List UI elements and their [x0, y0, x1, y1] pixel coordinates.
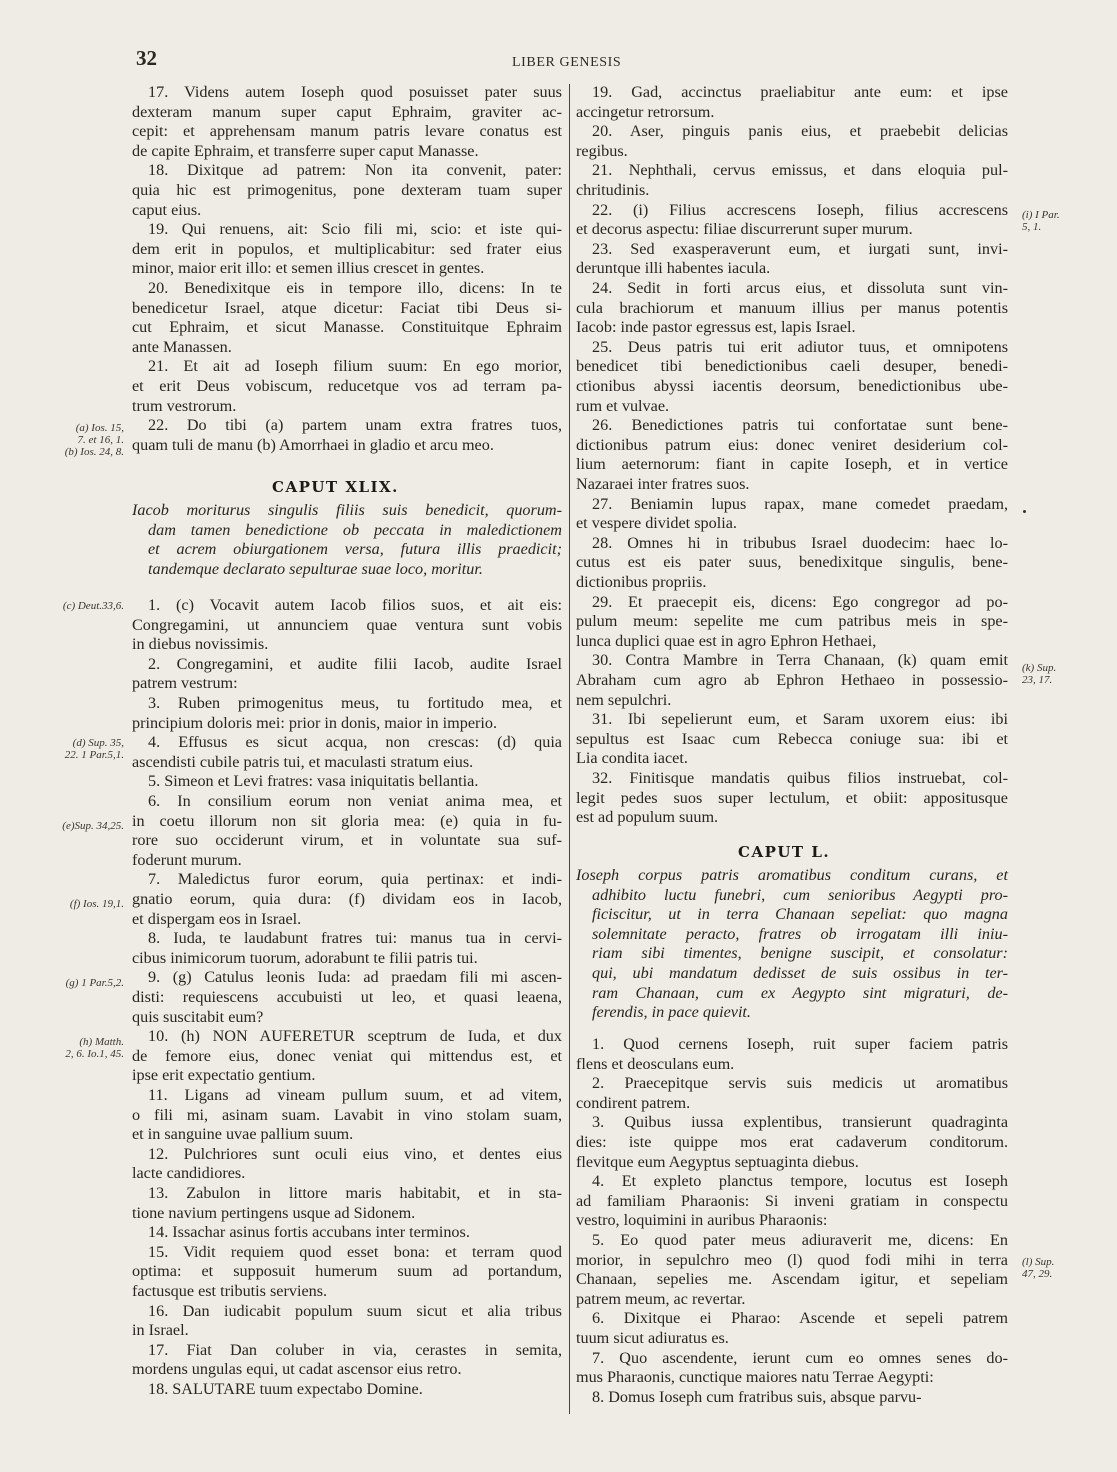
chapter-summary-line: et acrem obiurgationem versa, futura illis praedicit; [148, 540, 562, 559]
chapter-summary-line: riam sibi timentes, benigne suscipit, et consolatur: [592, 944, 1008, 963]
margin-note: 22. 1 Par.5,1. [64, 749, 124, 761]
verse-line: 7. Maledictus furor eorum, quia pertinax: et indi- [148, 870, 562, 889]
verse-line: et vespere dividet spolia. [576, 514, 737, 533]
margin-note: 2, 6. Io.1, 45. [65, 1048, 124, 1060]
verse-line: principium doloris mei: prior in donis, maior in imperio. [132, 713, 498, 732]
verse-line: 7. Quo ascendente, ierunt cum eo omnes senes do- [592, 1348, 1008, 1367]
verse-line: 30. Contra Mambre in Terra Chanaan, (k) quam emit [592, 651, 1008, 670]
verse-line: Abraham cum agro ab Ephron Hethaeo in possessio- [576, 671, 1008, 689]
verse-line: Lia condita iacet. [576, 749, 688, 768]
verse-line: de femore eius, donec veniat qui mittendus est, et [132, 1046, 562, 1065]
verse-line: 27. Beniamin lupus rapax, mane comedet praedam, [592, 494, 1008, 513]
verse-line: 28. Omnes hi in tribubus Israel duodecim: haec lo- [592, 533, 1008, 552]
verse-line: 32. Finitisque mandatis quibus filios instruebat, col- [592, 769, 1008, 787]
verse-line: morior, in sepulchro meo (l) quod fodi mihi in terra [576, 1250, 1008, 1269]
verse-line: mordens ungulas equi, ut cadat ascensor eius retro. [132, 1360, 462, 1379]
verse-line: ipse erit expectatio gentium. [132, 1066, 316, 1085]
margin-note: (a) Ios. 15, [75, 422, 124, 434]
margin-note: (l) Sup. [1022, 1256, 1055, 1268]
margin-note: (c) Deut.33,6. [62, 600, 124, 612]
margin-note: 5, 1. [1022, 221, 1042, 233]
verse-line: 17. Videns autem Ioseph quod posuisset pater suus [148, 83, 562, 101]
verse-line: 12. Pulchriores sunt oculi eius vino, et dentes eius [148, 1144, 562, 1163]
verse-line: cepit: et apprehensam manum patris levare conatus est [132, 122, 562, 141]
margin-note: (d) Sup. 35, [72, 737, 124, 749]
verse-line: in coetu illorum non sit gloria mea: (e) quia in fu- [132, 811, 562, 830]
chapter-summary-line: dam tamen benedictione ob peccata in maledictionem [148, 520, 562, 539]
verse-line: 21. Et ait ad Ioseph filium suum: En ego morior, [148, 357, 562, 376]
verse-line: 11. Ligans ad vineam pullum suum, et ad vitem, [148, 1086, 562, 1104]
verse-line: 1. Quod cernens Ioseph, ruit super faciem patris [592, 1035, 1008, 1053]
chapter-summary-line: adhibito luctu funebri, cum senioribus Aegypti pro- [592, 885, 1008, 904]
verse-line: 8. Iuda, te laudabunt fratres tui: manus tua in cervi- [148, 929, 562, 948]
verse-line: tione navium pertingens usque ad Sidonem. [132, 1203, 416, 1222]
verse-line: foderunt murum. [132, 850, 242, 869]
verse-line: et in sanguine uvae pallium suum. [132, 1125, 354, 1144]
verse-line: Iacob: inde pastor egressus est, lapis Israel. [576, 318, 856, 337]
verse-line: 14. Issachar asinus fortis accubans inter terminos. [148, 1223, 470, 1242]
running-title: LIBER GENESIS [512, 55, 622, 70]
verse-line: 10. (h) NON AUFERETUR sceptrum de Iuda, et dux [148, 1027, 562, 1046]
verse-line: 16. Dan iudicabit populum suum sicut et alia tribus [148, 1301, 562, 1320]
verse-line: 18. Dixitque ad patrem: Non ita convenit, pater: [148, 161, 562, 180]
verse-line: dem erit in populos, et multiplicabitur: sed frater eius [132, 239, 562, 258]
verse-line: dictionibus patrum eius: donec veniret desiderium col- [576, 435, 1008, 454]
verse-line: nem sepulchri. [576, 690, 672, 709]
margin-note: (b) Ios. 24, 8. [64, 446, 124, 458]
verse-line: lium aeternorum: fiant in capite Ioseph, et in vertice [576, 455, 1008, 474]
verse-line: trum vestrorum. [132, 396, 237, 415]
chapter-summary-line: Iacob moriturus singulis filiis suis benedicit, quorum- [132, 501, 562, 519]
verse-line: 1. (c) Vocavit autem Iacob filios suos, et ait eis: [148, 596, 562, 614]
verse-line: 19. Gad, accinctus praeliabitur ante eum: et ipse [592, 83, 1008, 101]
verse-line: 23. Sed exasperaverunt eum, et iurgati sunt, invi- [592, 239, 1008, 258]
verse-line: 5. Eo quod pater meus adiuraverit me, dicens: En [592, 1231, 1008, 1249]
margin-note: 23, 17. [1022, 674, 1053, 686]
verse-line: ascendisti cubile patris tui, et maculasti stratum eius. [132, 752, 474, 771]
chapter-summary-line: tandemque declarato sepulturae suae loco, moritur. [148, 559, 483, 578]
verse-line: rore suo occiderunt virum, et in voluntate sua suf- [132, 831, 562, 850]
verse-line: est ad populum suum. [576, 808, 719, 827]
verse-line: lacte candidiores. [132, 1164, 246, 1183]
verse-line: cutus est eis pater suus, benedixitque singulis, bene- [576, 553, 1008, 572]
verse-line: 6. In consilium eorum non veniat anima mea, et [148, 792, 562, 810]
page-number: 32 [136, 46, 157, 70]
verse-line: condirent patrem. [576, 1093, 691, 1112]
verse-line: 22. (i) Filius accrescens Ioseph, filius accrescens [592, 200, 1008, 219]
verse-line: 26. Benedictiones patris tui confortatae sunt bene- [592, 416, 1008, 435]
margin-note: (k) Sup. [1022, 662, 1057, 674]
verse-line: dexteram manum super caput Ephraim, graviter ac- [132, 102, 562, 121]
verse-line: 5. Simeon et Levi fratres: vasa iniquitatis bellantia. [148, 772, 479, 791]
verse-line: 31. Ibi sepelierunt eum, et Saram uxorem eius: ibi [592, 710, 1008, 729]
margin-note: (f) Ios. 19,1. [69, 898, 124, 910]
verse-line: tuum sicut adiuratus es. [576, 1329, 729, 1347]
verse-line: et erit Deus vobiscum, reducetque vos ad terram pa- [132, 377, 562, 395]
verse-line: accingetur retrorsum. [576, 102, 715, 121]
verse-line: gnatio eorum, quia dura: (f) dividam eos in Iacob, [132, 890, 562, 908]
verse-line: 17. Fiat Dan coluber in via, cerastes in semita, [148, 1340, 562, 1359]
verse-line: optima: et supposuit humerum suum ad portandum, [132, 1262, 562, 1281]
verse-line: 2. Congregamini, et audite filii Iacob, audite Israel [148, 654, 562, 673]
verse-line: minor, maior erit illo: et semen illius crescet in gentes. [132, 259, 485, 278]
column-divider [569, 84, 570, 1414]
verse-line: de capite Ephraim, et transferre super caput Manasse. [132, 141, 479, 160]
chapter-summary-line: solemnitate peracto, fratres ob irrogatam illi iniu- [592, 924, 1008, 943]
stray-mark [1023, 510, 1026, 513]
verse-line: patrem meum, ac revertar. [576, 1289, 746, 1308]
verse-line: quia hic est primogenitus, pone dexteram tuam super [132, 181, 562, 199]
verse-line: 3. Ruben primogenitus meus, tu fortitudo mea, et [148, 694, 562, 712]
verse-line: factusque est tributis serviens. [132, 1282, 328, 1300]
verse-line: chritudinis. [576, 181, 650, 199]
verse-line: rum et vulvae. [576, 396, 670, 415]
margin-note: (h) Matth. [79, 1036, 124, 1048]
margin-note: (g) 1 Par.5,2. [65, 977, 124, 989]
verse-line: sepultus est Isaac cum Rebecca coniuge sua: ibi et [576, 729, 1008, 748]
verse-line: benedicet tibi benedictionibus caeli desuper, benedi- [576, 357, 1008, 376]
verse-line: cut Ephraim, et sicut Manasse. Constituitque Ephraim [132, 318, 562, 337]
chapter-summary-line: ram Chanaan, cum ex Aegypto sint migraturi, de- [592, 983, 1008, 1002]
verse-line: patrem vestrum: [132, 674, 238, 693]
verse-line: ctionibus abyssi iacentis deorsum, benedictionibus ube- [576, 377, 1008, 395]
verse-line: 3. Quibus iussa explentibus, transierunt quadraginta [592, 1113, 1008, 1132]
verse-line: 6. Dixitque ei Pharao: Ascende et sepeli patrem [592, 1309, 1008, 1328]
verse-line: lunca duplici quae est in agro Ephron Hethaei, [576, 631, 877, 650]
verse-line: 20. Benedixitque eis in tempore illo, dicens: In te [148, 279, 562, 297]
verse-line: deruntque illi habentes iacula. [576, 259, 771, 278]
verse-line: Nazaraei inter fratres suos. [576, 475, 750, 493]
verse-line: Congregamini, ut annunciem quae ventura sunt vobis [132, 615, 562, 634]
verse-line: benedicetur Israel, atque dicetur: Faciat tibi Deus si- [132, 298, 562, 317]
verse-line: in Israel. [132, 1321, 189, 1340]
margin-note: (i) I Par. [1022, 209, 1060, 221]
verse-line: 22. Do tibi (a) partem unam extra fratres tuos, [148, 416, 562, 435]
verse-line: in diebus novissimis. [132, 635, 269, 654]
verse-line: caput eius. [132, 200, 202, 219]
verse-line: 18. SALUTARE tuum expectabo Domine. [148, 1380, 423, 1398]
verse-line: ad familiam Pharaonis: Si inveni gratiam in conspectu [576, 1191, 1008, 1210]
verse-line: regibus. [576, 141, 628, 160]
verse-line: 9. (g) Catulus leonis Iuda: ad praedam fili mi ascen- [148, 968, 562, 987]
verse-line: 29. Et praecepit eis, dicens: Ego congregor ad po- [592, 592, 1008, 611]
verse-line: disti: requiescens accubuisti ut leo, et quasi leaena, [132, 988, 562, 1006]
verse-line: dies: iste quippe mos erat cadaverum conditorum. [576, 1133, 1008, 1151]
margin-note: (e)Sup. 34,25. [62, 820, 124, 832]
chapter-summary-line: ferendis, in pace quievit. [592, 1003, 751, 1022]
verse-line: Chanaan, sepelies me. Ascendam igitur, et sepeliam [576, 1270, 1008, 1289]
verse-line: 19. Qui renuens, ait: Scio fili mi, scio: et iste qui- [148, 220, 562, 239]
verse-line: 4. Effusus es sicut acqua, non crescas: (d) quia [148, 733, 562, 752]
verse-line: 4. Et expleto planctus tempore, locutus est Ioseph [592, 1172, 1008, 1191]
margin-note: 47, 29. [1022, 1268, 1053, 1280]
verse-line: ante Manassen. [132, 337, 232, 356]
verse-line: 25. Deus patris tui erit adiutor tuus, et omnipotens [592, 337, 1008, 356]
verse-line: flevitque eum Aegyptus septuaginta diebus. [576, 1152, 859, 1171]
verse-line: et decorus aspectu: filiae discurrerunt super murum. [576, 220, 913, 239]
verse-line: 21. Nephthali, cervus emissus, et dans eloquia pul- [592, 161, 1008, 180]
verse-line: et dispergam eos in Israel. [132, 909, 302, 928]
verse-line: 8. Domus Ioseph cum fratribus suis, absque parvu- [592, 1387, 922, 1406]
verse-line: cula brachiorum et manuum illius per manus potentis [576, 298, 1008, 317]
verse-line: vestro, loquimini in auribus Pharaonis: [576, 1211, 828, 1230]
verse-line: pulum meum: sepelite me cum patribus meis in spe- [576, 612, 1008, 631]
chapter-summary-line: Ioseph corpus patris aromatibus conditum curans, et [576, 866, 1008, 884]
verse-line: legit pedes suos super lectulum, et obiit: appositusque [576, 788, 1008, 807]
verse-line: 24. Sedit in forti arcus eius, et dissoluta sunt vin- [592, 279, 1008, 297]
verse-line: quam tuli de manu (b) Amorrhaei in gladio et arcu meo. [132, 435, 494, 454]
chapter-summary-line: qui, ubi mandatum dedisset de suis ossibus in ter- [592, 964, 1008, 982]
chapter-summary-line: ficiscitur, ut in terra Chanaan sepeliat: quo magna [592, 905, 1008, 924]
verse-line: 13. Zabulon in littore maris habitabit, et in sta- [148, 1184, 562, 1202]
chapter-heading: CAPUT XLIX. [272, 478, 399, 496]
verse-line: mus Pharaonis, cunctique maiores natu Terrae Aegypti: [576, 1368, 934, 1387]
verse-line: 20. Aser, pinguis panis eius, et praebebit delicias [592, 122, 1008, 141]
verse-line: quis suscitabit eum? [132, 1007, 264, 1026]
verse-line: flens et deosculans eum. [576, 1054, 735, 1073]
verse-line: 15. Vidit requiem quod esset bona: et terram quod [148, 1242, 562, 1261]
verse-line: dictionibus propriis. [576, 573, 707, 591]
chapter-heading: CAPUT L. [738, 843, 831, 861]
margin-note: 7. et 16, 1. [77, 434, 124, 446]
verse-line: cibus inimicorum tuorum, adorabunt te filii patris tui. [132, 948, 478, 967]
verse-line: 2. Praecepitque servis suis medicis ut aromatibus [592, 1074, 1008, 1093]
verse-line: o fili mi, asinam suam. Lavabit in vino stolam suam, [132, 1105, 562, 1124]
